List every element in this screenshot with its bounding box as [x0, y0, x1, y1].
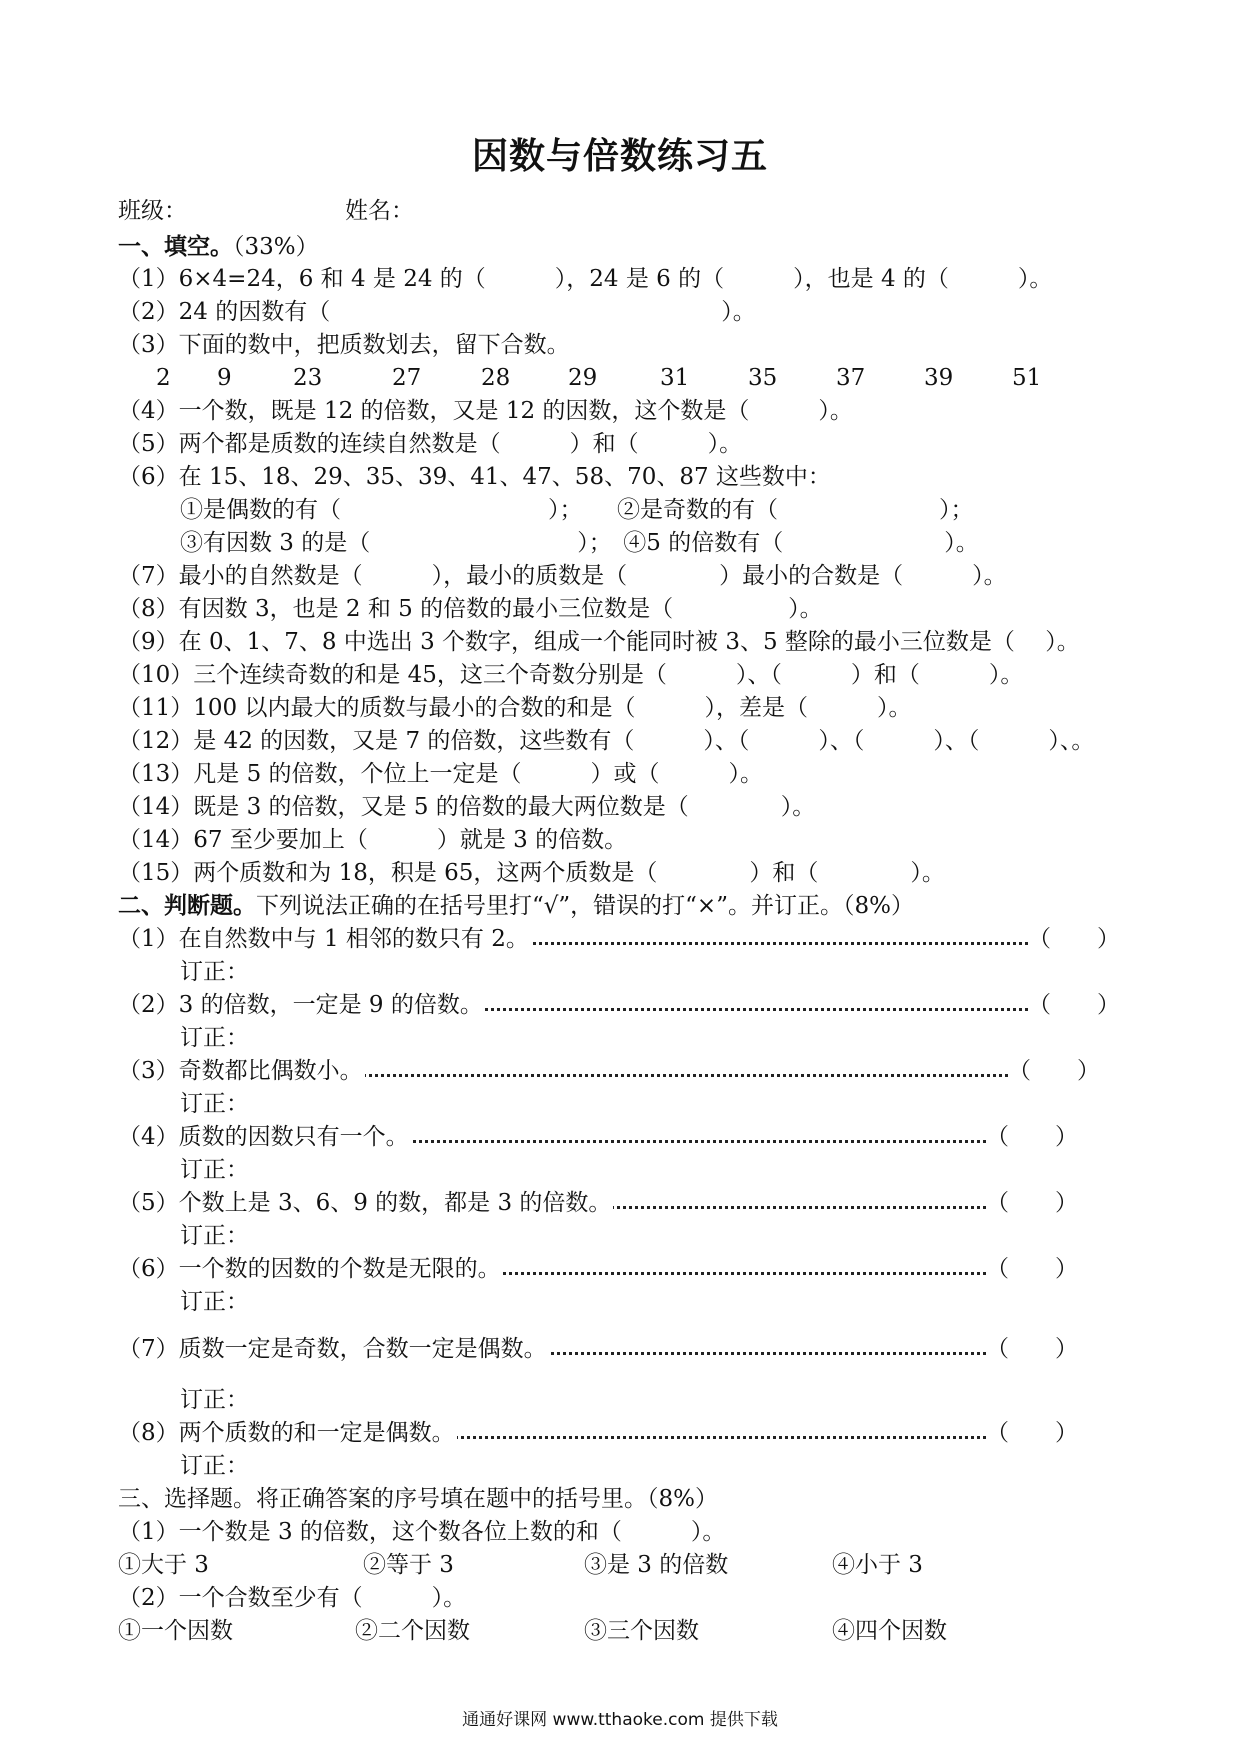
section2-instruction: 下列说法正确的在括号里打“√”，错误的打“×”。并订正。（8%）	[256, 893, 914, 919]
fill-question-7: （7）最小的自然数是（ ），最小的质数是（ ）最小的合数是（ ）。	[118, 563, 1007, 589]
answer-bracket: （ ）	[1028, 992, 1120, 1018]
fill-question-15: （15）两个质数和为 18，积是 65，这两个质数是（ ）和（ ）。	[118, 860, 945, 886]
choice-question-2: （2）一个合数至少有（ ）。	[118, 1585, 467, 1611]
answer-bracket: （ ）	[986, 1124, 1078, 1150]
judge-item	[118, 1334, 1078, 1364]
correction-label: 订正：	[180, 959, 249, 985]
fill-question-8: （8）有因数 3，也是 2 和 5 的倍数的最小三位数是（ ）。	[118, 596, 823, 622]
number-item: 37	[836, 365, 866, 391]
choice-option: ④四个因数	[832, 1618, 947, 1644]
correction-label: 订正：	[180, 1387, 249, 1413]
choice-option: ③是 3 的倍数	[584, 1552, 729, 1578]
judge-item	[118, 924, 1118, 954]
fill-question-14b: （14）67 至少要加上（ ）就是 3 的倍数。	[118, 827, 628, 853]
section2-title: 二、判断题。	[118, 893, 256, 919]
judge-item	[118, 1188, 1078, 1218]
judge-item	[118, 990, 1118, 1020]
judge-item	[118, 1122, 1078, 1152]
correction-label: 订正：	[180, 1157, 249, 1183]
judge-statement: （3）奇数都比偶数小。	[118, 1058, 363, 1084]
correction-label: 订正：	[180, 1025, 249, 1051]
judge-statement: （6）一个数的因数的个数是无限的。	[118, 1256, 501, 1282]
answer-bracket: （ ）	[1008, 1058, 1100, 1084]
fill-question-6: （6）在 15、18、29、35、39、41、47、58、70、87 这些数中：	[118, 464, 831, 490]
fill-question-11: （11）100 以内最大的质数与最小的合数的和是（ ），差是（ ）。	[118, 695, 912, 721]
fill-question-14a: （14）既是 3 的倍数，又是 5 的倍数的最大两位数是（ ）。	[118, 794, 816, 820]
choice-option: ③三个因数	[584, 1618, 699, 1644]
answer-bracket: （ ）	[986, 1336, 1078, 1362]
number-item: 39	[924, 365, 954, 391]
choice-option: ②等于 3	[363, 1552, 454, 1578]
section2-heading	[118, 891, 914, 921]
choice-question-1: （1）一个数是 3 的倍数，这个数各位上数的和（ ）。	[118, 1519, 726, 1545]
answer-bracket: （ ）	[986, 1420, 1078, 1446]
correction-label: 订正：	[180, 1223, 249, 1249]
number-item: 29	[568, 365, 598, 391]
number-item: 23	[293, 365, 323, 391]
fill-question-1: （1）6×4=24，6 和 4 是 24 的（ ），24 是 6 的（ ），也是 4 的（ ）。	[118, 266, 1053, 292]
judge-statement: （5）个数上是 3、6、9 的数，都是 3 的倍数。	[118, 1190, 612, 1216]
judge-item	[118, 1056, 1098, 1086]
judge-statement: （1）在自然数中与 1 相邻的数只有 2。	[118, 926, 529, 952]
section1-title: 一、填空。	[118, 234, 233, 260]
judge-item	[118, 1418, 1078, 1448]
choice-option: ①一个因数	[118, 1618, 233, 1644]
answer-bracket: （ ）	[986, 1190, 1078, 1216]
fill-question-3: （3）下面的数中，把质数划去，留下合数。	[118, 332, 570, 358]
number-item: 51	[1012, 365, 1042, 391]
answer-bracket: （ ）	[1028, 926, 1120, 952]
fill-question-13: （13）凡是 5 的倍数，个位上一定是（ ）或（ ）。	[118, 761, 764, 787]
correction-label: 订正：	[180, 1453, 249, 1479]
correction-label: 订正：	[180, 1289, 249, 1315]
name-label: 姓名：	[345, 198, 414, 224]
number-item: 27	[392, 365, 422, 391]
choice-option: ④小于 3	[832, 1552, 923, 1578]
fill-question-12: （12）是 42 的因数，又是 7 的倍数，这些数有（ ）、（ ）、（ ）、（ ）、。	[118, 728, 1095, 754]
fill-question-10: （10）三个连续奇数的和是 45，这三个奇数分别是（ ）、（ ）和（ ）。	[118, 662, 1024, 688]
section3-heading: 三、选择题。将正确答案的序号填在题中的括号里。（8%）	[118, 1486, 718, 1512]
correction-label: 订正：	[180, 1091, 249, 1117]
number-item: 2	[156, 365, 171, 391]
choice-option: ①大于 3	[118, 1552, 209, 1578]
fill-question-9: （9）在 0、1、7、8 中选出 3 个数字，组成一个能同时被 3、5 整除的最小三位数是（ ）。	[118, 629, 1080, 655]
class-label: 班级：	[118, 198, 187, 224]
fill-question-6-part-a: ①是偶数的有（ ）； ②是奇数的有（ ）；	[180, 497, 974, 523]
judge-statement: （8）两个质数的和一定是偶数。	[118, 1420, 455, 1446]
number-item: 31	[660, 365, 690, 391]
choice-option: ②二个因数	[355, 1618, 470, 1644]
judge-statement: （4）质数的因数只有一个。	[118, 1124, 409, 1150]
section1-score: （33%）	[233, 234, 319, 260]
fill-question-6-part-b: ③有因数 3 的是（ ）； ④5 的倍数有（ ）。	[180, 530, 979, 556]
page-title: 因数与倍数练习五	[471, 136, 768, 177]
fill-question-5: （5）两个都是质数的连续自然数是（ ）和（ ）。	[118, 431, 743, 457]
section1-heading	[118, 232, 319, 262]
number-item: 35	[748, 365, 778, 391]
number-item: 9	[217, 365, 232, 391]
judge-statement: （2）3 的倍数，一定是 9 的倍数。	[118, 992, 483, 1018]
fill-question-2: （2）24 的因数有（ ）。	[118, 299, 756, 325]
judge-statement: （7）质数一定是奇数，合数一定是偶数。	[118, 1336, 547, 1362]
fill-question-4: （4）一个数，既是 12 的倍数，又是 12 的因数，这个数是（ ）。	[118, 398, 853, 424]
page-footer: 通通好课网 www.tthaoke.com 提供下载	[462, 1710, 778, 1730]
judge-item	[118, 1254, 1078, 1284]
number-item: 28	[481, 365, 511, 391]
answer-bracket: （ ）	[986, 1256, 1078, 1282]
